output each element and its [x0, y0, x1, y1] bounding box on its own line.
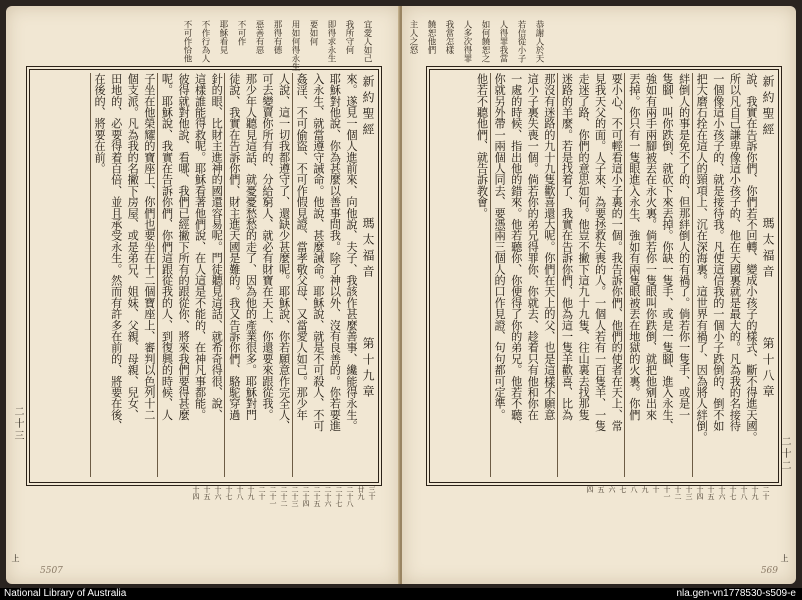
text-column: 在後的、將要在前。: [90, 73, 108, 477]
bottom-reference-note: 十五: [707, 486, 715, 500]
marginal-note: 不可作恰他: [182, 20, 192, 63]
bottom-reference-note: 二十六: [324, 486, 332, 507]
left-footer-mark: 上: [11, 554, 20, 564]
right-text-columns: [433, 73, 759, 477]
right-page-number: 二十二: [779, 436, 790, 472]
left-book-name: 瑪太福音: [361, 217, 375, 281]
bottom-reference-note: 三十: [368, 486, 376, 500]
bottom-reference-note: 二十五: [313, 486, 321, 507]
left-text-frame: [26, 66, 382, 486]
bottom-reference-note: 五: [597, 486, 605, 493]
text-column: 一個像這小孩子的、就是接待我。凡使這信我的一個小子跌倒的、倒不如: [711, 73, 725, 432]
bottom-reference-note: 十二: [674, 486, 682, 500]
text-column: 絆倒人的事是免不了的、但那絆倒人的有禍了。倘若你一隻手、或是一: [677, 73, 691, 421]
bottom-reference-note: 九: [641, 486, 649, 493]
bottom-reference-note: 十一: [663, 486, 671, 500]
text-column: 隻腳、叫你跌倒、就砍下來丟掉。你缺一隻手、或是一隻腳、進入永生、: [661, 73, 675, 432]
text-column: 這樣誰能得救呢。耶穌看著他們說、在人這是不能的、在神凡事都能。: [193, 73, 207, 421]
marginal-note: 主人之怒: [408, 20, 418, 54]
bottom-reference-note: 二十七: [335, 486, 343, 507]
right-text-frame: [426, 66, 782, 486]
bottom-reference-note: 十九: [247, 486, 255, 500]
marginal-note: 用如何得永生: [290, 20, 300, 71]
right-chapter: 第十八章: [761, 337, 775, 401]
bottom-reference-note: 十八: [740, 486, 748, 500]
left-page-number: 二十三: [12, 406, 23, 442]
bottom-reference-note: 二十三: [291, 486, 299, 507]
marginal-note: 不作行為人: [200, 20, 210, 63]
text-column: 姦淫、不可偷盜、不可作假見證、當孝敬父母、又當愛人如己。那少年: [292, 73, 310, 477]
right-page: [402, 6, 796, 584]
text-column: 強如有兩手兩腳被丟在永火裏。倘若你一隻眼叫你跌倒、就把他剜出來: [644, 73, 658, 421]
text-column: 來。遂見一個人進前來、向他說、夫子、我該作甚麼善事、纔能得永生。: [345, 73, 358, 432]
bottom-reference-note: 二十: [762, 486, 770, 500]
text-column: 針的眼、比財主進神的國還容易呢。門徒聽見這話、就希奇得很、說、: [210, 73, 224, 421]
text-column: 子坐在他榮耀的寶座上、你們也要坐在十二個寶座上、審判以色列十二: [142, 73, 156, 421]
marginal-note: 如何饒恕之: [480, 20, 490, 63]
bottom-reference-note: 十九: [751, 486, 759, 500]
bottom-reference-note: 四: [586, 486, 594, 493]
left-page: [6, 6, 400, 584]
left-stamp: 5507: [40, 566, 63, 576]
bottom-reference-note: 十: [652, 486, 660, 493]
bottom-reference-note: 十四: [192, 486, 200, 500]
marginal-note: 我當怎樣: [444, 20, 454, 54]
open-book: [6, 6, 796, 584]
marginal-note: 耶穌看見: [218, 20, 228, 54]
text-column: 一處的時候、指出他的錯來。他若聽你、你便得了你的弟兄。他若不聽、: [509, 73, 523, 432]
text-column: 彼得就對他說、看哪、我們已經撇下所有的跟從你、將來我們要得甚麼: [177, 73, 191, 421]
left-bottom-notes: [191, 486, 376, 566]
text-column: 徒說、我實在告訴你們、財主進天國是難的。我又告訴你們、駱駝穿過: [224, 73, 242, 477]
text-column: 把大磨石拴在這人的頸項上、沉在深海裏。這世界有禍了、因為將人絆倒。: [692, 73, 710, 477]
text-column: 那沒有迷路的九十九隻歡喜還大呢。你們在天上的父、也是這樣不願意: [542, 73, 556, 421]
marginal-note: 宜愛人如己: [362, 20, 372, 63]
marginal-note: 惡善有惡: [254, 20, 264, 54]
text-column: 要小心、不可輕看這小子裏的一個。我告訴你們、他們的使者在天上、常: [610, 73, 624, 432]
footer-record-id: nla.gen-vn1778530-s509-e: [676, 588, 796, 599]
marginal-note: 即得求永生: [326, 20, 336, 63]
text-column: 田地的、必要得着百倍、並且承受永生。然而有許多在前的、將要在後、: [109, 73, 123, 432]
marginal-note: 人多次得罪: [462, 20, 472, 63]
text-column: 這小子裏失喪一個。倘若你的弟兄得罪你、你就去、趁着只有他和你在: [526, 73, 540, 421]
bottom-reference-note: 十四: [696, 486, 704, 500]
footer-library-name: National Library of Australia: [4, 588, 127, 599]
marginal-note: 若信從小子: [516, 20, 526, 63]
right-book-title: 新約聖經: [761, 75, 775, 139]
text-column: 人說、這一切我都遵守了、還缺少甚麼呢。耶穌說、你若願意作完全人、: [277, 73, 291, 432]
bottom-reference-note: 八: [630, 486, 638, 493]
marginal-note: 人得罪我當: [498, 20, 508, 63]
text-column: 呢。耶穌說、我實在告訴你們、你們這跟從我的人、到復興的時候、人: [157, 73, 175, 477]
marginal-note: 我所守何: [344, 20, 354, 54]
marginal-note: 不可作: [236, 20, 246, 46]
marginal-note: 要如何: [308, 20, 318, 46]
bottom-reference-note: 七: [619, 486, 627, 493]
text-column: 可去變賣你所有的、分給窮人、就必有財寶在天上、你還要來跟從我。: [261, 73, 275, 421]
marginal-note: 饒恕他們: [426, 20, 436, 54]
text-column: 你就另外帶一兩個人同去、要憑兩三個人的口作見證、句句都可定準。: [490, 73, 508, 477]
bottom-reference-note: 廿九: [357, 486, 365, 500]
text-column: 迷路的羊麼。若是找着了、我實在告訴你們、他為這一隻羊歡喜、比為: [557, 73, 575, 477]
text-column: 入永生、就當遵守誡命。他說、甚麼誡命。耶穌說、就是不可殺人、不可: [311, 73, 325, 432]
text-column: 見我天父的面。人子來、為要拯救失喪的人。一個人若有一百隻羊、一隻: [593, 73, 607, 432]
bottom-reference-note: 二十八: [346, 486, 354, 507]
left-text-columns: [33, 73, 359, 477]
text-column: 那少年人聽見這話、就憂憂愁愁的走了、因為他的產業很多。耶穌對門: [244, 73, 258, 421]
right-bottom-notes: [585, 486, 770, 566]
bottom-reference-note: 二十四: [302, 486, 310, 507]
bottom-reference-note: 二十: [258, 486, 266, 500]
text-column: 走迷了路、你們的意思如何。他豈不撇下這九十九隻、往山裏去找那隻: [577, 73, 591, 421]
bottom-reference-note: 二十二: [280, 486, 288, 507]
left-book-title: 新約聖經: [361, 75, 375, 139]
bottom-reference-note: 二十一: [269, 486, 277, 507]
marginal-note: 那得有德: [272, 20, 282, 54]
text-column: 耶穌對他說、你為甚麼以善事問我。除了神以外、沒有良善的。你若要進: [328, 73, 342, 432]
text-column: 說、我實在告訴你們、你們若不回轉、變成小孩子的樣式、斷不得進天國。: [745, 73, 758, 443]
right-footer-mark: 上: [780, 554, 789, 564]
right-stamp: 569: [760, 566, 778, 576]
bottom-reference-note: 十五: [203, 486, 211, 500]
text-column: 所以凡自己謙卑像這小孩子的、他在天國裏就是最大的。凡為我的名接待: [728, 73, 742, 432]
bottom-reference-note: 十七: [729, 486, 737, 500]
bottom-reference-note: 十六: [718, 486, 726, 500]
text-column: 丟掉。你只有一隻眼進入永生、強如有兩隻眼被丟在地獄的火裏。你們: [624, 73, 642, 477]
text-column: 個支派。凡為我的名撇下房屋、或是弟兄、姐妹、父親、母親、兒女、: [126, 73, 140, 421]
archive-footer: [0, 588, 802, 600]
left-chapter: 第十九章: [361, 337, 375, 401]
bottom-reference-note: 十七: [225, 486, 233, 500]
bottom-reference-note: 十六: [214, 486, 222, 500]
bottom-reference-note: 六: [608, 486, 616, 493]
text-column: 他若不聽他們、就告訴教會。: [475, 73, 489, 219]
marginal-note: 恭謝人於天: [534, 20, 544, 63]
bottom-reference-note: 十三: [685, 486, 693, 500]
bottom-reference-note: 十八: [236, 486, 244, 500]
right-book-name: 瑪太福音: [761, 217, 775, 281]
